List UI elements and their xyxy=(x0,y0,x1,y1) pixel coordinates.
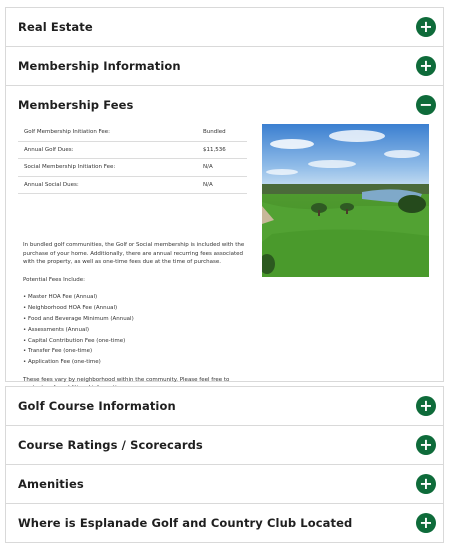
accordion-header-course-ratings[interactable] xyxy=(6,426,443,464)
minus-icon[interactable]: − xyxy=(416,95,436,115)
note-text: These fees vary by neighborhood within the community. Please feel free to xyxy=(23,376,230,383)
list-item: • Application Fee (one-time) xyxy=(23,358,245,367)
table-row xyxy=(18,176,247,194)
list-item: • Transfer Fee (one-time) xyxy=(23,347,245,356)
fee-value: $11,536 xyxy=(197,141,247,159)
list-item: • Assessments (Annual) xyxy=(23,326,245,335)
plus-icon[interactable]: + xyxy=(416,435,436,455)
fee-label: Annual Social Dues: xyxy=(18,176,197,194)
plus-icon[interactable]: + xyxy=(416,56,436,76)
fees-list xyxy=(23,293,245,366)
fee-value: N/A xyxy=(197,159,247,177)
section-title: Membership Fees xyxy=(18,98,134,112)
accordion-header-membership-fees[interactable] xyxy=(6,86,443,124)
section-title: Golf Course Information xyxy=(18,399,176,413)
plus-icon[interactable]: + xyxy=(416,474,436,494)
table-row xyxy=(18,159,247,177)
table-row xyxy=(18,124,247,141)
accordion-membership-fees xyxy=(5,85,444,382)
list-item: • Neighborhood HOA Fee (Annual) xyxy=(23,304,245,313)
plus-icon[interactable]: + xyxy=(416,17,436,37)
accordion-header-membership-information[interactable] xyxy=(6,47,443,85)
plus-icon[interactable]: + xyxy=(416,513,436,533)
plus-icon[interactable]: + xyxy=(416,396,436,416)
accordion-golf-course-information xyxy=(5,386,444,426)
accordion-header-amenities[interactable] xyxy=(6,465,443,503)
section-title: Amenities xyxy=(18,477,84,491)
accordion-real-estate xyxy=(5,7,444,47)
fee-label: Annual Golf Dues: xyxy=(18,141,197,159)
fees-table xyxy=(18,124,247,194)
fee-label: Golf Membership Initiation Fee: xyxy=(18,124,197,141)
fees-description xyxy=(23,241,245,402)
accordion-membership-information xyxy=(5,46,444,86)
list-item: • Master HOA Fee (Annual) xyxy=(23,293,245,302)
table-row xyxy=(18,141,247,159)
accordion-amenities xyxy=(5,464,444,504)
accordion-course-ratings xyxy=(5,425,444,465)
accordion-location xyxy=(5,503,444,543)
fee-value: Bundled xyxy=(197,124,247,141)
section-title: Course Ratings / Scorecards xyxy=(18,438,203,452)
potential-fees-label: Potential Fees Include: xyxy=(23,276,85,283)
intro-text: In bundled golf communities, the Golf or Social membership is included with the purchase of your home. Additionally, there are annual recurring fees associated with the property, as well as one-time fees due at the time of purchase. xyxy=(23,242,245,266)
fee-value: N/A xyxy=(197,176,247,194)
golf-course-photo xyxy=(262,124,429,277)
list-item: • Capital Contribution Fee (one-time) xyxy=(23,337,245,346)
fee-label: Social Membership Initiation Fee: xyxy=(18,159,197,177)
accordion-header-golf-course-information[interactable] xyxy=(6,387,443,425)
list-item: • Food and Beverage Minimum (Annual) xyxy=(23,315,245,324)
accordion-header-real-estate[interactable] xyxy=(6,8,443,46)
membership-fees-content xyxy=(6,124,443,394)
accordion-header-location[interactable] xyxy=(6,504,443,542)
section-title: Real Estate xyxy=(18,20,93,34)
section-title: Membership Information xyxy=(18,59,181,73)
section-title: Where is Esplanade Golf and Country Club Located xyxy=(18,516,353,530)
